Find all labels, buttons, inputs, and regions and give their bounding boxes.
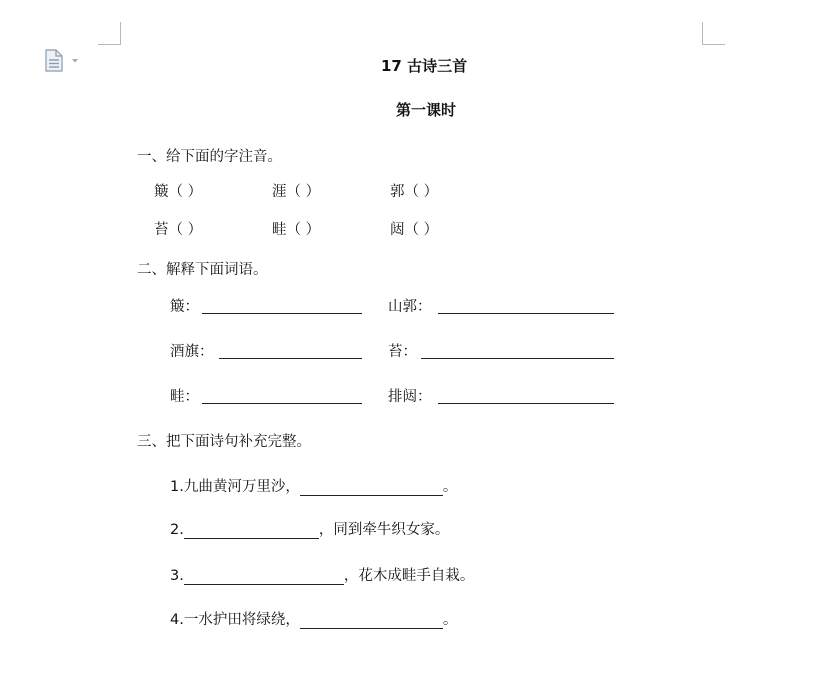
chevron-down-icon — [72, 59, 78, 63]
page-subtitle: 第一课时 — [396, 101, 457, 119]
pinyin-item — [154, 218, 202, 239]
document-icon — [45, 49, 79, 73]
answer-line[interactable] — [438, 297, 614, 314]
section1-heading: 一、给下面的字注音。 — [137, 149, 282, 165]
pinyin-blank[interactable]: （ ） — [168, 184, 203, 200]
answer-line[interactable] — [184, 568, 344, 585]
poem-text: ，花木成畦手自栽。 — [343, 568, 475, 584]
definition-label: 畦： — [170, 389, 199, 405]
answer-line[interactable] — [202, 297, 362, 314]
page-corner-mark-top-left — [98, 22, 121, 45]
pinyin-blank[interactable]: （ ） — [286, 184, 321, 200]
poem-text: 1.九曲黄河万里沙， — [170, 479, 300, 495]
document-options-button[interactable] — [45, 49, 79, 73]
poem-text: 。 — [442, 612, 458, 628]
pinyin-blank[interactable]: （ ） — [168, 222, 203, 238]
pinyin-blank[interactable]: （ ） — [404, 222, 439, 238]
poem-text: ，同到牵牛织女家。 — [318, 522, 450, 538]
answer-line[interactable] — [300, 612, 443, 629]
poem-text: 。 — [442, 479, 458, 495]
pinyin-char: 涯 — [272, 184, 287, 200]
pinyin-item — [272, 180, 320, 201]
definition-label: 酒旗： — [170, 344, 214, 360]
definition-label: 苔： — [388, 344, 417, 360]
pinyin-item — [154, 180, 202, 201]
definition-label: 山郭： — [388, 299, 432, 315]
poem-line — [170, 564, 474, 585]
answer-line[interactable] — [421, 342, 614, 359]
answer-line[interactable] — [202, 387, 362, 404]
pinyin-char: 畦 — [272, 222, 287, 238]
answer-line[interactable] — [219, 342, 362, 359]
poem-text: 3. — [170, 568, 184, 584]
section2-heading: 二、解释下面词语。 — [137, 262, 268, 278]
pinyin-char: 郭 — [390, 184, 405, 200]
definition-label: 排闼： — [388, 389, 432, 405]
pinyin-blank[interactable]: （ ） — [286, 222, 321, 238]
answer-line[interactable] — [184, 522, 319, 539]
pinyin-char: 簸 — [154, 184, 169, 200]
answer-line[interactable] — [300, 479, 443, 496]
page-corner-mark-top-right — [702, 22, 725, 45]
definition-label: 簸： — [170, 299, 199, 315]
poem-text: 2. — [170, 522, 184, 538]
pinyin-item — [390, 218, 438, 239]
pinyin-char: 闼 — [390, 222, 405, 238]
pinyin-item — [272, 218, 320, 239]
section3-heading: 三、把下面诗句补充完整。 — [137, 434, 311, 450]
pinyin-char: 苔 — [154, 222, 169, 238]
poem-line — [170, 608, 457, 629]
poem-line — [170, 475, 457, 496]
poem-line — [170, 518, 449, 539]
page-title: 17 古诗三首 — [381, 57, 468, 75]
pinyin-item — [390, 180, 438, 201]
pinyin-blank[interactable]: （ ） — [404, 184, 439, 200]
answer-line[interactable] — [438, 387, 614, 404]
poem-text: 4.一水护田将绿绕， — [170, 612, 300, 628]
